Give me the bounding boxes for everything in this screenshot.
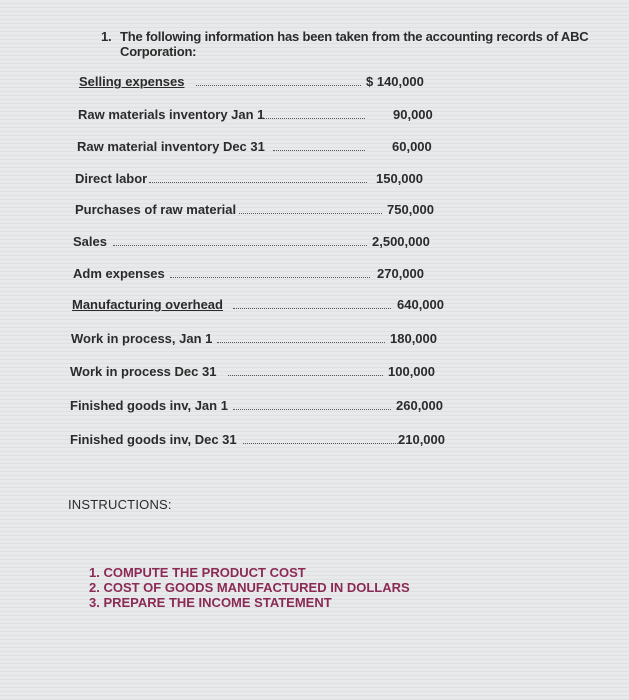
item-value: 2,500,000 bbox=[372, 234, 430, 249]
instruction-item: 1. COMPUTE THE PRODUCT COST bbox=[89, 565, 306, 580]
item-value: 640,000 bbox=[397, 297, 444, 312]
item-row bbox=[0, 331, 629, 351]
item-label: Purchases of raw material bbox=[75, 202, 237, 217]
item-value: 100,000 bbox=[388, 364, 435, 379]
item-label: Sales bbox=[73, 234, 107, 249]
item-label: Finished goods inv, Dec 31 bbox=[70, 432, 237, 447]
item-value: 90,000 bbox=[393, 107, 433, 122]
item-row bbox=[0, 202, 629, 222]
leader-dots bbox=[243, 443, 400, 444]
question-text: The following information has been taken from the accounting records of ABC Corporation: bbox=[120, 29, 589, 59]
item-value: $ 140,000 bbox=[366, 74, 424, 89]
instructions-heading: INSTRUCTIONS: bbox=[68, 497, 172, 512]
instructions-list bbox=[89, 565, 410, 610]
item-row bbox=[0, 297, 629, 317]
leader-dots bbox=[233, 308, 391, 309]
instruction-item: 2. COST OF GOODS MANUFACTURED IN DOLLARS bbox=[89, 580, 410, 595]
item-label: Direct labor bbox=[75, 171, 148, 186]
item-row bbox=[0, 266, 629, 286]
item-row bbox=[0, 398, 629, 418]
item-label: Selling expenses bbox=[79, 74, 185, 89]
item-label: Adm expenses bbox=[73, 266, 165, 281]
item-row bbox=[0, 171, 629, 191]
leader-dots bbox=[233, 409, 391, 410]
item-row bbox=[0, 364, 629, 384]
leader-dots bbox=[170, 277, 370, 278]
item-value: 210,000 bbox=[398, 432, 445, 447]
leader-dots bbox=[273, 150, 365, 151]
item-label: Work in process Dec 31 bbox=[70, 364, 217, 379]
item-value: 750,000 bbox=[387, 202, 434, 217]
item-row bbox=[0, 139, 629, 159]
item-row bbox=[0, 432, 629, 452]
question-heading bbox=[101, 29, 601, 59]
item-row bbox=[0, 234, 629, 254]
item-value: 150,000 bbox=[376, 171, 423, 186]
item-row bbox=[0, 74, 629, 94]
item-label: Finished goods inv, Jan 1 bbox=[70, 398, 228, 413]
leader-dots bbox=[239, 213, 382, 214]
item-row bbox=[0, 107, 629, 127]
instruction-item: 3. PREPARE THE INCOME STATEMENT bbox=[89, 595, 332, 610]
item-value: 260,000 bbox=[396, 398, 443, 413]
leader-dots bbox=[217, 342, 385, 343]
leader-dots bbox=[262, 118, 365, 119]
question-number: 1. bbox=[101, 29, 112, 44]
leader-dots bbox=[149, 182, 367, 183]
leader-dots bbox=[196, 85, 361, 86]
item-label: Work in process, Jan 1 bbox=[71, 331, 213, 346]
item-label: Raw materials inventory Jan 1 bbox=[78, 107, 265, 122]
item-value: 270,000 bbox=[377, 266, 424, 281]
item-label: Manufacturing overhead bbox=[72, 297, 223, 312]
leader-dots bbox=[113, 245, 367, 246]
leader-dots bbox=[228, 375, 383, 376]
item-label: Raw material inventory Dec 31 bbox=[77, 139, 265, 154]
item-value: 180,000 bbox=[390, 331, 437, 346]
item-value: 60,000 bbox=[392, 139, 432, 154]
